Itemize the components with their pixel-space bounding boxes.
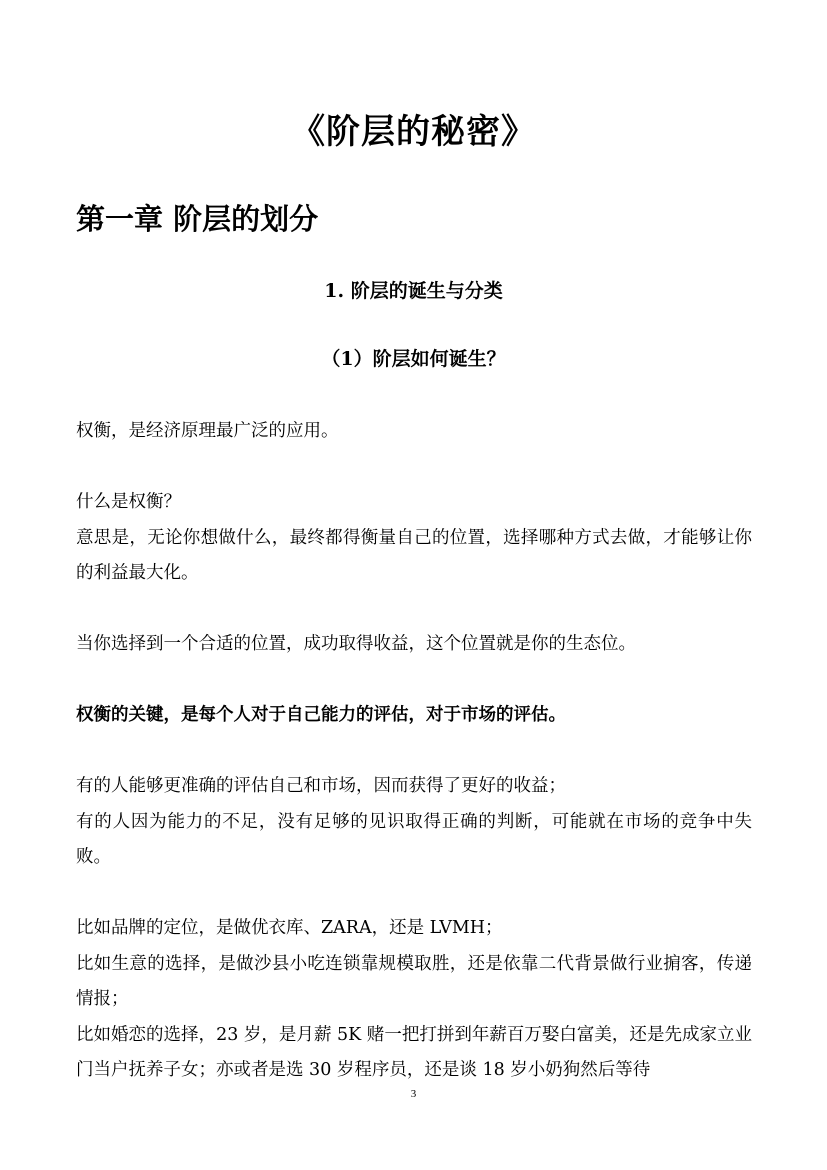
paragraph-spacer: [76, 592, 752, 628]
page-number: 3: [410, 1088, 417, 1100]
paragraph: 比如婚恋的选择，23 岁，是月薪 5K 赌一把打拼到年薪百万娶白富美，还是先成家立业门当户抚养子女；亦或者是选 30 岁程序员，还是谈 18 岁小奶狗然后等待: [76, 1024, 752, 1080]
paragraph: 有的人因为能力的不足，没有足够的见识取得正确的判断，可能就在市场的竞争中失败。: [76, 811, 752, 867]
paragraph: 权衡，是经济原理最广泛的应用。: [76, 421, 339, 441]
paragraph: 有的人能够更准确的评估自己和市场，因而获得了更好的收益；: [76, 776, 566, 796]
paragraph-spacer: [76, 876, 752, 912]
paragraph-spacer: [76, 734, 752, 770]
paragraph-spacer: [76, 663, 752, 699]
book-title: 《阶层的秘密》: [291, 112, 536, 152]
paragraph: 什么是权衡？: [76, 492, 181, 512]
body-text: [76, 414, 752, 1089]
emphasized-paragraph: 权衡的关键，是每个人对于自己能力的评估，对于市场的评估。: [76, 705, 566, 725]
paragraph: 比如品牌的定位，是做优衣库、ZARA，还是 LVMH；: [76, 918, 503, 938]
paragraph-spacer: [76, 450, 752, 486]
paragraph: 当你选择到一个合适的位置，成功取得收益，这个位置就是你的生态位。: [76, 634, 636, 654]
subsection-title: （1）阶层如何诞生？: [321, 348, 506, 370]
chapter-title: 第一章 阶层的划分: [76, 202, 319, 236]
paragraph: 意思是，无论你想做什么，最终都得衡量自己的位置，选择哪种方式去做，才能够让你的利益最大化。: [76, 527, 752, 583]
section-title: 1. 阶层的诞生与分类: [324, 280, 503, 302]
paragraph: 比如生意的选择，是做沙县小吃连锁靠规模取胜，还是依靠二代背景做行业掮客，传递情报；: [76, 953, 752, 1009]
